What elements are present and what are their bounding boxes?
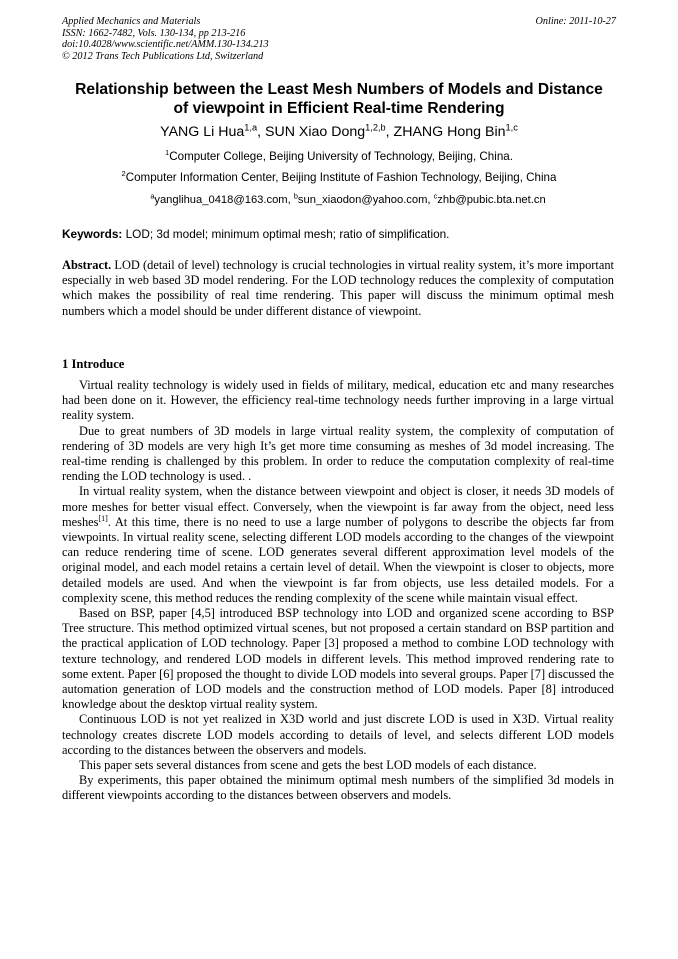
paper-title bbox=[62, 80, 616, 118]
paragraph: By experiments, this paper obtained the minimum optimal mesh numbers of the simplified 3d models in different viewpoints according to the distances between observers and models. bbox=[62, 773, 614, 803]
author-affiliation-mark: 1,c bbox=[505, 122, 518, 133]
author-name: SUN Xiao Dong bbox=[264, 124, 366, 140]
email-mark: a bbox=[150, 191, 155, 201]
keywords-label: Keywords: bbox=[62, 227, 123, 241]
issn-line: ISSN: 1662-7482, Vols. 130-134, pp 213-216 bbox=[62, 27, 246, 39]
affiliation-mark: 1 bbox=[165, 148, 170, 158]
email-link[interactable]: zhb@pubic.bta.net.cn bbox=[437, 194, 546, 206]
author-list bbox=[62, 123, 616, 141]
keywords bbox=[62, 227, 616, 241]
affiliation-text: Computer College, Beijing University of Technology, Beijing, China. bbox=[169, 150, 513, 163]
copyright-line: © 2012 Trans Tech Publications Ltd, Switzerland bbox=[62, 50, 264, 62]
keywords-text: LOD; 3d model; minimum optimal mesh; ratio of simplification. bbox=[122, 227, 450, 241]
citation-ref[interactable]: [1] bbox=[98, 513, 108, 523]
doi-line: doi:10.4028/www.scientific.net/AMM.130-134.213 bbox=[62, 39, 269, 50]
affiliation-2 bbox=[62, 171, 616, 185]
paragraph: Virtual reality technology is widely used in fields of military, medical, education etc and many researches had been done on it. However, the efficiency real-time technology needs further improving in a large virtual reality system. bbox=[62, 378, 614, 423]
paragraph: Due to great numbers of 3D models in large virtual reality system, the complexity of computation of rendering of 3D models are very high It’s get more time consuming as meshes of 3d model increasing. The real-time rending is challenged by this problem. In order to reduce the computation complexity of real-time rending the LOD technology is used. . bbox=[62, 423, 614, 484]
affiliation-text: Computer Information Center, Beijing Institute of Fashion Technology, Beijing, China bbox=[125, 171, 557, 184]
title-line-1: Relationship between the Least Mesh Numbers of Models and Distance bbox=[75, 81, 603, 98]
paragraph-text: . At this time, there is no need to use a large number of polygons to describe the objects far from viewpoints. In virtual reality scene, selecting different LOD models according to the changes of the viewpoint can reduce rendering time of scene. LOD generates several different approximation level models of the original model, and each model retains a certain level of detail. When the viewpoint is closer to objects, more detailed models are used. And when the viewpoint is far from objects, use less detailed models. For a complexity scene, this method reduces the rending complexity of the scene while maintain visual effect. bbox=[62, 514, 614, 605]
abstract-label: Abstract. bbox=[62, 258, 112, 272]
affiliation-1 bbox=[62, 150, 616, 164]
author-separator: , bbox=[385, 124, 394, 140]
email-mark: b bbox=[293, 191, 298, 201]
author-name: ZHANG Hong Bin bbox=[393, 124, 506, 140]
paragraph-text: In virtual reality system, when the distance between viewpoint and object is closer, it needs 3D models of more meshes for better visual effect. Conversely, when the viewpoint is far away from the object, need less meshes bbox=[62, 484, 614, 529]
paragraph: Continuous LOD is not yet realized in X3D world and just discrete LOD is used in X3D. Virtual reality technology creates discrete LOD models according to details of level, and selects different LOD models according to the distances between the observers and models. bbox=[62, 712, 614, 757]
journal-header bbox=[62, 16, 616, 62]
author-separator: , bbox=[257, 124, 265, 140]
author-affiliation-mark: 1,2,b bbox=[365, 122, 386, 133]
paragraph: Based on BSP, paper [4,5] introduced BSP technology into LOD and organized scene according to BSP Tree structure. This method optimized virtual scenes, but not proposed a certain standard on BSP partition and the practical application of LOD technology. Paper [3] proposed a method to combine LOD technology with texture technology, and rendered LOD models in different levels. This method improved rendering rate to some extent. Paper [6] proposed the thought to divide LOD models into several groups. Paper [7] discussed the automation generation of LOD models and the construction method of LOD models. Paper [8] introduced knowledge about the desktop virtual reality system. bbox=[62, 606, 614, 712]
section-heading: 1 Introduce bbox=[62, 357, 125, 371]
email-link[interactable]: yanglihua_0418@163.com, bbox=[154, 194, 294, 206]
introduction-body bbox=[62, 378, 614, 804]
author-emails bbox=[62, 193, 616, 207]
paragraph: This paper sets several distances from scene and gets the best LOD models of each distance. bbox=[79, 758, 537, 773]
author-name: YANG Li Hua bbox=[160, 124, 245, 140]
email-link[interactable]: sun_xiaodon@yahoo.com, bbox=[297, 194, 434, 206]
online-date: Online: 2011-10-27 bbox=[535, 16, 616, 27]
affiliation-mark: 2 bbox=[121, 169, 126, 179]
paragraph bbox=[62, 484, 614, 606]
email-mark: c bbox=[433, 191, 438, 201]
title-line-2: of viewpoint in Efficient Real-time Rendering bbox=[173, 100, 505, 117]
journal-name: Applied Mechanics and Materials bbox=[62, 16, 201, 27]
author-affiliation-mark: 1,a bbox=[244, 122, 258, 133]
abstract bbox=[62, 258, 614, 319]
abstract-text: LOD (detail of level) technology is crucial technologies in virtual reality system, it’s more important especially in web based 3D model rendering. For the LOD technology reduces the complexity of computation which makes the possibility of real time rendering. This paper will discuss the minimum optimal mesh numbers which a model should be under different distance of viewpoint. bbox=[62, 258, 614, 318]
